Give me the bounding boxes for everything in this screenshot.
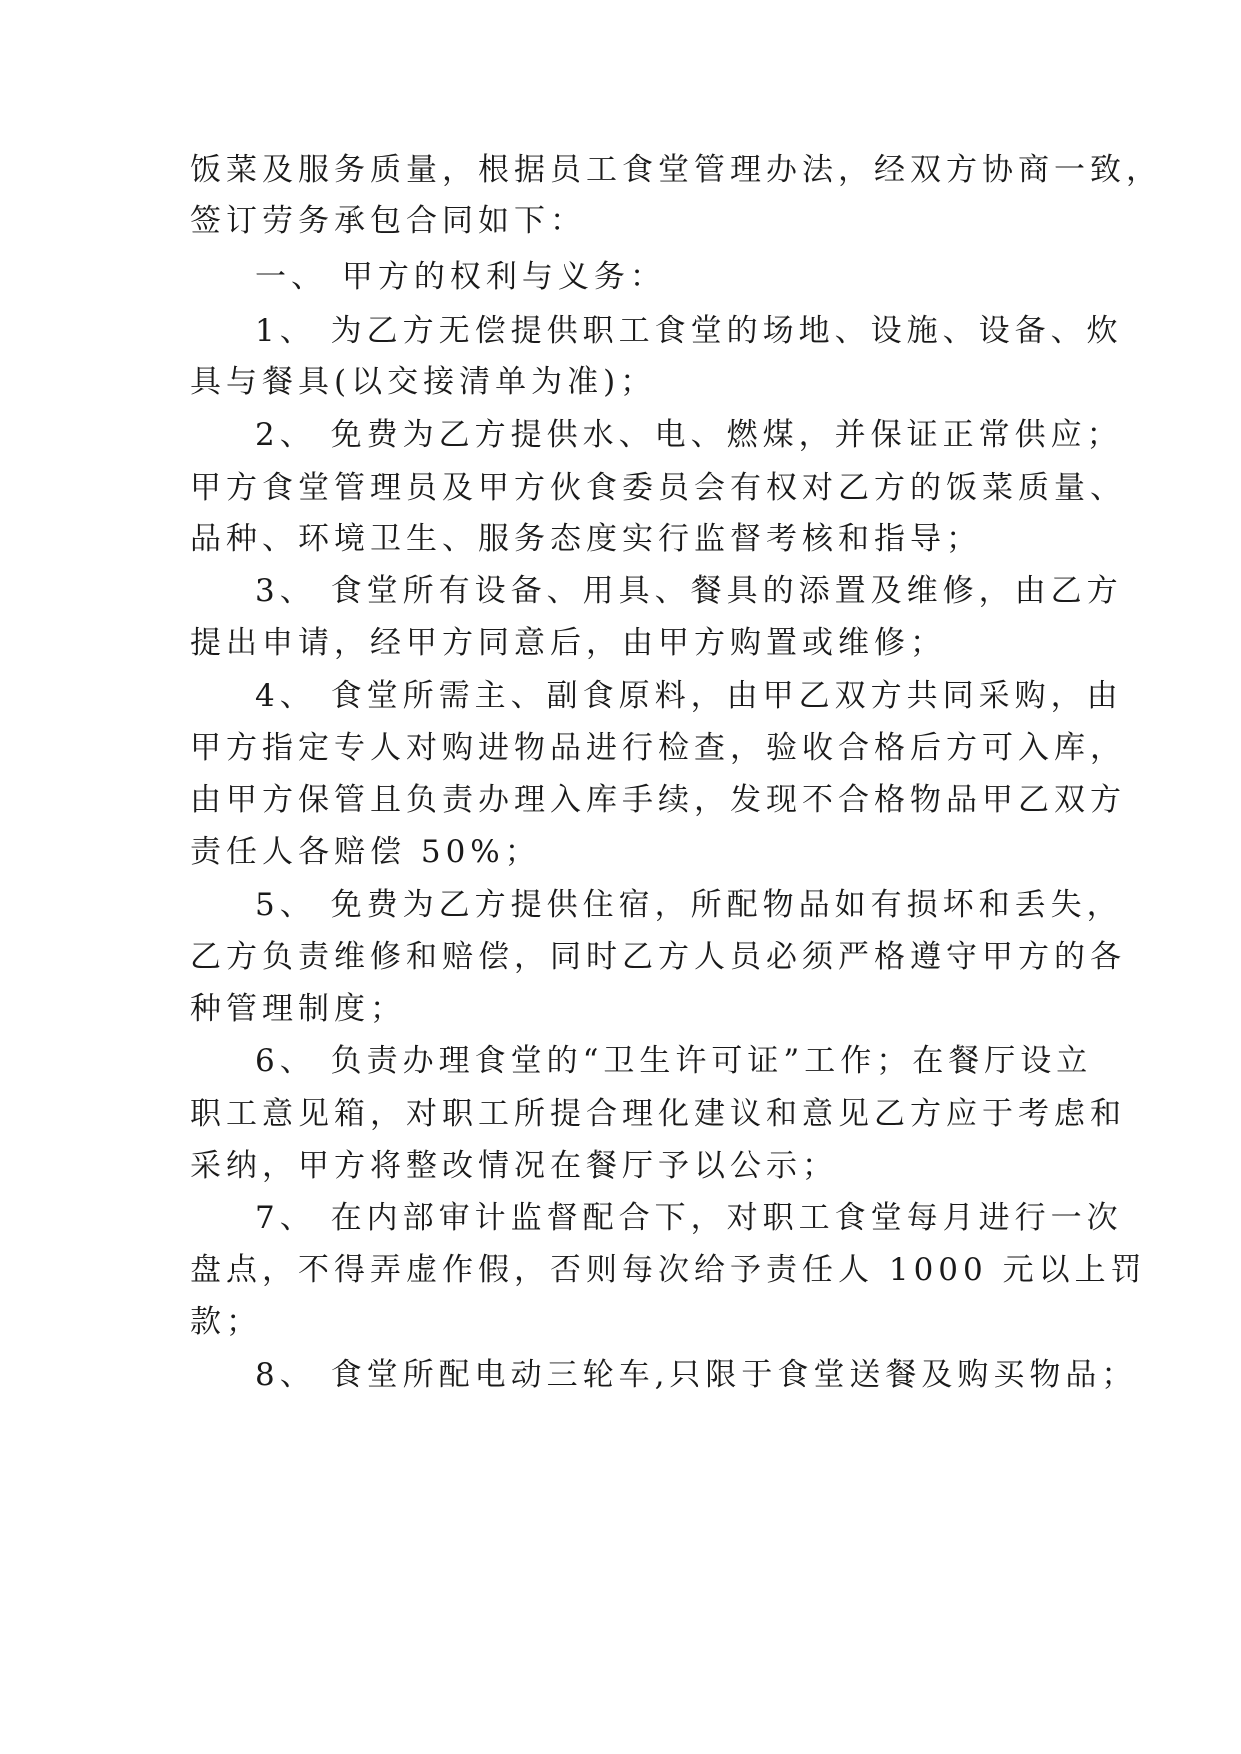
text-line: 1、 为乙方无偿提供职工食堂的场地、设施、设备、炊: [255, 313, 1123, 349]
text-line: 6、 负责办理食堂的“卫生许可证”工作；在餐厅设立: [255, 1043, 1093, 1079]
text-line: 种管理制度；: [190, 991, 406, 1027]
text-line: 责任人各赔偿 50%；: [190, 834, 541, 870]
text-line: 由甲方保管且负责办理入库手续，发现不合格物品甲乙双方: [190, 782, 1126, 818]
text-line: 8、 食堂所配电动三轮车,只限于食堂送餐及购买物品；: [255, 1357, 1138, 1393]
text-line: 职工意见箱，对职工所提合理化建议和意见乙方应于考虑和: [190, 1096, 1126, 1132]
text-line: 2、 免费为乙方提供水、电、燃煤，并保证正常供应；: [255, 417, 1123, 453]
text-line: 款；: [190, 1304, 262, 1340]
text-line: 甲方指定专人对购进物品进行检查，验收合格后方可入库，: [190, 730, 1126, 766]
text-line: 7、 在内部审计监督配合下，对职工食堂每月进行一次: [255, 1200, 1123, 1236]
text-line: 3、 食堂所有设备、用具、餐具的添置及维修，由乙方: [255, 573, 1123, 609]
text-line: 品种、环境卫生、服务态度实行监督考核和指导；: [190, 521, 982, 557]
text-line: 提出申请，经甲方同意后，由甲方购置或维修；: [190, 625, 946, 661]
text-line: 盘点，不得弄虚作假，否则每次给予责任人 1000 元以上罚: [190, 1252, 1147, 1288]
text-line: 采纳，甲方将整改情况在餐厅予以公示；: [190, 1148, 838, 1184]
text-line: 签订劳务承包合同如下：: [190, 203, 586, 239]
text-line: 饭菜及服务质量，根据员工食堂管理办法，经双方协商一致，: [190, 152, 1162, 188]
text-line: 甲方食堂管理员及甲方伙食委员会有权对乙方的饭菜质量、: [190, 470, 1126, 506]
text-line: 具与餐具(以交接清单为准)；: [190, 364, 657, 400]
section-heading: 一、 甲方的权利与义务：: [255, 259, 666, 295]
text-line: 乙方负责维修和赔偿，同时乙方人员必须严格遵守甲方的各: [190, 939, 1126, 975]
text-line: 5、 免费为乙方提供住宿，所配物品如有损坏和丢失，: [255, 887, 1123, 923]
text-line: 4、 食堂所需主、副食原料，由甲乙双方共同采购，由: [255, 678, 1123, 714]
